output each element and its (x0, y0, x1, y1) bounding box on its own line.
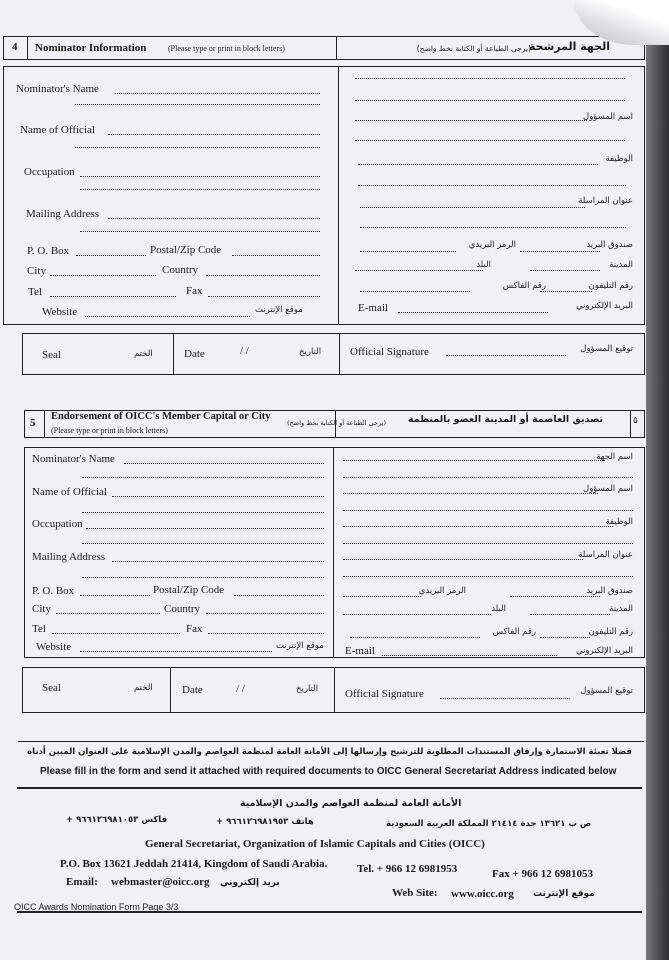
s4-address-label-ar: عنوان المراسلة (578, 196, 633, 206)
s4-tel-field-ar[interactable] (540, 291, 592, 292)
s5-pobox-label: P. O. Box (32, 585, 75, 597)
section4-note: (Please type or print in block letters) (168, 44, 285, 53)
s5-signature-label: Official Signature (345, 688, 424, 700)
s4-postal-label-ar: الرمز البريدي (468, 240, 516, 250)
s4-tel-label-ar: رقم التليفون (588, 281, 633, 291)
s5-fax-label: Fax (186, 623, 203, 635)
s5-email-field[interactable] (382, 655, 557, 656)
pobox-en: P.O. Box 13621 Jeddah 21414, Kingdom of Saudi Arabia. (60, 858, 328, 870)
page-edge-shadow (646, 0, 669, 960)
s5-city-field-ar[interactable] (530, 614, 610, 615)
s5-occupation-field-2[interactable] (82, 543, 324, 544)
s4-city-label-ar: المدينة (609, 260, 633, 270)
s5-ar-line-6[interactable] (343, 543, 633, 544)
s5-date-field[interactable]: / / (236, 683, 245, 695)
s5-email-label-ar: البريد الإلكتروني (575, 646, 633, 656)
s5-nominator-name-field-2[interactable] (82, 477, 324, 478)
s4-city-field[interactable] (50, 275, 156, 276)
s5-date-label-ar: التاريخ (296, 684, 319, 694)
s4-tel-label: Tel (28, 286, 42, 298)
instructions-en: Please fill in the form and send it attached with required documents to OICC General Secretariat Address indicated below (40, 766, 617, 777)
s4-fax-label-ar: رقم الفاكس (502, 281, 546, 291)
instructions-ar: فضلا تعبئة الاستمارة وإرفاق المستندات المطلوبة للترشيح وإرسالها إلى الأمانة العامة لمنظمة العواصم والمدن الإسلامية على العنوان المبين أدناه (27, 747, 632, 757)
s4-email-field[interactable] (398, 312, 548, 313)
s4-signature-label-ar: توقيع المسؤول (580, 344, 633, 354)
fax-ar: فاكس ٩٦٦١٢٦٩٨١٠٥٣ + (66, 815, 168, 825)
s5-occupation-field[interactable] (86, 528, 324, 529)
pobox-ar: ص ب ١٣٦٢١ جدة ٢١٤١٤ المملكة العربية السعودية (386, 819, 592, 829)
s5-ar-line-2[interactable] (343, 477, 633, 478)
s4-email-label-ar: البريد الإلكتروني (575, 301, 633, 311)
page-footer: OICC Awards Nomination Form Page 3/3 (14, 902, 179, 912)
email-label-ar: بريد إلكتروني (220, 878, 280, 888)
s4-country-label: Country (162, 264, 199, 276)
s4-occupation-field-2[interactable] (80, 189, 320, 190)
s4-pobox-field-ar[interactable] (520, 251, 600, 252)
section4-signature-box (22, 333, 645, 375)
s4-ar-line-3[interactable] (355, 120, 587, 121)
s5-fax-field[interactable] (208, 633, 324, 634)
s4-fax-field-ar[interactable] (360, 291, 470, 292)
s4-country-field-ar[interactable] (355, 270, 483, 271)
s4-country-field[interactable] (206, 275, 320, 276)
s4-nominator-name-field-2[interactable] (75, 104, 320, 105)
s5-website-label: Website (36, 641, 72, 653)
s5-ar-line-5[interactable] (343, 526, 613, 527)
s5-country-field-ar[interactable] (343, 614, 491, 615)
s4-occupation-label: Occupation (24, 166, 75, 178)
s5-pobox-field-ar[interactable] (510, 596, 600, 597)
s4-ar-line-5[interactable] (358, 164, 598, 165)
s5-postal-label-ar: الرمز البريدي (418, 586, 466, 596)
s5-country-label-ar: البلد (491, 604, 506, 614)
s4-address-label: Mailing Address (26, 208, 100, 220)
s5-address-field[interactable] (112, 561, 324, 562)
s4-ar-line-6[interactable] (358, 185, 626, 186)
section4-number: 4 (12, 41, 18, 53)
s4-city-label: City (27, 265, 46, 277)
s4-website-label-ar: موقع الإنترنت (255, 305, 303, 315)
s4-ar-line-8[interactable] (360, 227, 626, 228)
s5-ar-line-4[interactable] (343, 510, 633, 511)
fax-en: Fax + 966 12 6981053 (492, 868, 593, 880)
s5-date-label: Date (182, 684, 203, 696)
s4-signature-label: Official Signature (350, 346, 429, 358)
s4-signature-field[interactable] (446, 355, 566, 356)
section5-fields-box (24, 447, 645, 658)
s5-email-label: E-mail (345, 645, 375, 657)
website-label: Web Site: (392, 887, 438, 899)
s4-website-label: Website (42, 306, 78, 318)
s4-city-field-ar[interactable] (530, 270, 600, 271)
s5-address-field-2[interactable] (82, 577, 324, 578)
s5-tel-label-ar: رقم التليفون (588, 627, 633, 637)
s4-ar-line-4[interactable] (355, 140, 625, 141)
s5-official-name-field[interactable] (112, 496, 324, 497)
s5-address-label-ar: عنوان المراسلة (578, 550, 633, 560)
s4-official-name-label-ar: اسم المسؤول (583, 112, 633, 122)
s5-fax-field-ar[interactable] (350, 637, 480, 638)
section4-note-ar: (يرجى الطباعة أو الكتابة بخط واضح) (416, 44, 531, 53)
s5-nominator-name-label-ar: اسم الجهة (596, 452, 633, 462)
s4-seal-label: Seal (42, 349, 61, 361)
org-name-en: General Secretariat, Organization of Islamic Capitals and Cities (OICC) (145, 838, 485, 850)
s5-city-field[interactable] (56, 613, 160, 614)
s5-nominator-name-label: Nominator's Name (32, 453, 115, 465)
org-name-ar: الأمانة العامة لمنظمة العواصم والمدن الإسلامية (240, 798, 462, 809)
s4-ar-line-1[interactable] (355, 78, 625, 79)
s5-ar-line-7[interactable] (343, 559, 583, 560)
s4-ar-line-2[interactable] (355, 100, 625, 101)
section5-note: (Please type or print in block letters) (51, 426, 168, 435)
s4-official-name-field[interactable] (108, 134, 320, 135)
s5-signature-field[interactable] (440, 698, 570, 699)
s4-email-label: E-mail (358, 302, 388, 314)
website-link[interactable]: www.oicc.org (451, 888, 514, 900)
section5-title-ar: تصديق العاصمة أو المدينة العضو بالمنظمة (407, 414, 603, 425)
s4-nominator-name-field[interactable] (115, 93, 320, 94)
section4-title-ar: الجهة المرشحة (528, 40, 610, 53)
s5-pobox-field[interactable] (80, 595, 150, 596)
s4-pobox-field[interactable] (76, 255, 146, 256)
website-label-ar: موقع الإنترنت (533, 889, 595, 899)
s5-occupation-label-ar: الوظيفة (605, 517, 633, 527)
s4-fax-label: Fax (186, 285, 203, 297)
s4-country-label-ar: البلد (476, 260, 491, 270)
s4-seal-label-ar: الختم (134, 349, 153, 359)
s5-ar-line-1[interactable] (343, 460, 605, 461)
s4-official-name-label: Name of Official (20, 124, 95, 136)
s5-official-name-label-ar: اسم المسؤول (583, 484, 633, 494)
s5-official-name-field-2[interactable] (82, 512, 324, 513)
s4-fax-field[interactable] (208, 296, 320, 297)
s4-tel-field[interactable] (50, 296, 176, 297)
s5-website-label-ar: موقع الإنترنت (276, 641, 324, 651)
s5-city-label-ar: المدينة (609, 604, 633, 614)
s5-tel-label: Tel (32, 623, 46, 635)
s4-pobox-label: P. O. Box (27, 245, 70, 257)
s4-address-field[interactable] (108, 218, 320, 219)
s5-tel-field-ar[interactable] (540, 637, 590, 638)
s4-pobox-label-ar: صندوق البريد (586, 240, 633, 250)
s5-website-field[interactable] (80, 651, 272, 652)
s4-date-field[interactable]: / / (240, 345, 249, 357)
s4-occupation-label-ar: الوظيفة (605, 154, 633, 164)
s4-postal-label: Postal/Zip Code (150, 244, 222, 256)
s5-address-label: Mailing Address (32, 551, 106, 563)
s4-postal-field[interactable] (232, 255, 320, 256)
s4-date-label-ar: التاريخ (299, 347, 322, 357)
s4-ar-line-7[interactable] (360, 207, 585, 208)
s5-city-label: City (32, 603, 51, 615)
s5-signature-label-ar: توقيع المسؤول (580, 686, 633, 696)
section5-title: Endorsement of OICC's Member Capital or City (51, 411, 271, 422)
tel-en: Tel. + 966 12 6981953 (357, 863, 458, 875)
section5-note-ar: (يرجى الطباعة أو الكتابة بخط واضح) (286, 419, 386, 427)
s4-website-field[interactable] (85, 316, 250, 317)
s5-postal-field-ar[interactable] (343, 596, 421, 597)
s5-ar-line-8[interactable] (343, 576, 633, 577)
s5-seal-label: Seal (42, 682, 61, 694)
s4-address-field-2[interactable] (80, 231, 320, 232)
s5-seal-label-ar: الختم (134, 683, 153, 693)
s4-occupation-field[interactable] (80, 176, 320, 177)
s5-tel-field[interactable] (52, 633, 180, 634)
s5-postal-label: Postal/Zip Code (153, 584, 225, 596)
s5-nominator-name-field[interactable] (124, 463, 324, 464)
s4-nominator-name-label: Nominator's Name (16, 83, 99, 95)
s5-occupation-label: Occupation (32, 518, 83, 530)
s5-official-name-label: Name of Official (32, 486, 107, 498)
s4-date-label: Date (184, 348, 205, 360)
section4-title: Nominator Information (35, 42, 147, 54)
section5-number-ar: ٥ (633, 416, 638, 426)
s5-country-label: Country (164, 603, 201, 615)
email-link[interactable]: webmaster@oicc.org (111, 876, 210, 888)
s5-fax-label-ar: رقم الفاكس (492, 627, 536, 637)
email-label: Email: (66, 876, 98, 888)
s5-postal-field[interactable] (234, 595, 324, 596)
s5-pobox-label-ar: صندوق البريد (586, 586, 633, 596)
phone-ar: هاتف ٩٦٦١٢٦٩٨١٩٥٣ + (216, 817, 314, 827)
s5-country-field[interactable] (206, 613, 324, 614)
section5-number: 5 (30, 417, 36, 429)
s5-ar-line-3[interactable] (343, 493, 598, 494)
s4-official-name-field-2[interactable] (75, 147, 320, 148)
s4-postal-field-ar[interactable] (360, 251, 456, 252)
